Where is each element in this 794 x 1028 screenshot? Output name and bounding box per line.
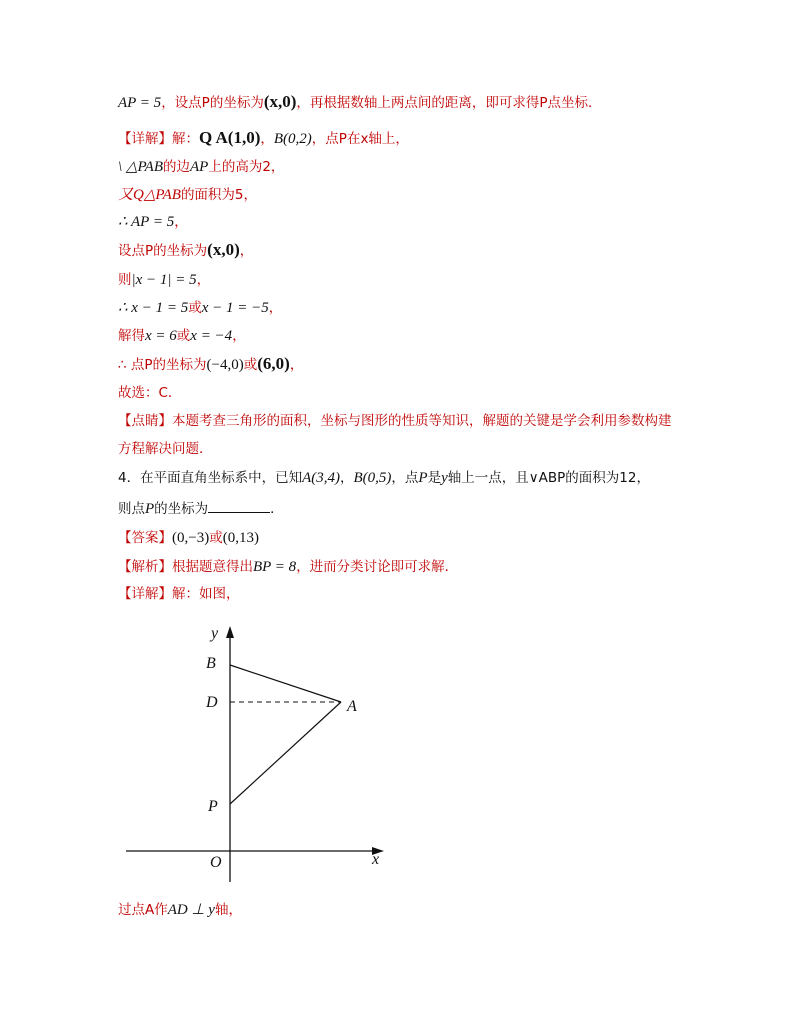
text: 轴， xyxy=(214,902,242,918)
section-tag: 【详解】 xyxy=(118,586,172,602)
math-expr: (x,0) xyxy=(263,92,297,111)
label-a: A xyxy=(347,698,357,715)
text: 或 xyxy=(176,328,191,344)
text: 上的高为2， xyxy=(208,159,285,175)
text-line xyxy=(118,557,458,577)
question-line xyxy=(118,468,650,488)
text-line xyxy=(118,584,240,604)
text: 的边 xyxy=(163,159,191,175)
text-line xyxy=(118,411,672,431)
math-expr: B(0,5) xyxy=(353,470,392,486)
label-d: D xyxy=(206,694,218,711)
math-expr: Q A(1,0) xyxy=(199,128,261,147)
text: 根据题意得出 xyxy=(172,559,253,575)
text: ， xyxy=(232,328,246,344)
text-line xyxy=(118,326,246,346)
text: 的坐标为 xyxy=(154,501,209,517)
math-expr: x = 6 xyxy=(145,328,177,344)
text: ， xyxy=(268,300,283,316)
text: ，点 xyxy=(391,470,419,486)
label-b: B xyxy=(206,655,216,672)
math-expr: P xyxy=(145,501,155,517)
text: 是 xyxy=(427,470,442,486)
text-line xyxy=(118,354,303,375)
text-line xyxy=(118,270,210,290)
question-line xyxy=(118,498,284,519)
math-expr: A(3,4) xyxy=(302,470,340,486)
segment-ap xyxy=(230,702,341,804)
text: ，设点P的坐标为 xyxy=(161,95,264,111)
label-x: x xyxy=(372,851,380,868)
text: ， xyxy=(340,470,354,486)
y-axis-arrow-icon xyxy=(226,626,234,638)
text: 或 xyxy=(209,530,223,546)
math-expr: \ △PAB xyxy=(118,159,164,175)
text: ， xyxy=(239,243,254,259)
text: 4．在平面直角坐标系中，已知 xyxy=(118,470,303,486)
math-expr: 又Q△PAB xyxy=(118,187,181,203)
text: 或 xyxy=(243,357,258,373)
label-o: O xyxy=(210,854,222,871)
text: 过点A作 xyxy=(118,902,168,918)
text-line xyxy=(118,157,284,177)
text: ，点P在x轴上， xyxy=(311,131,409,147)
answer-blank xyxy=(208,498,270,513)
text: 解： xyxy=(172,131,199,147)
math-expr: (0,13) xyxy=(222,530,259,546)
text: 故选：C． xyxy=(118,385,182,401)
math-expr: ∴ x − 1 = 5 xyxy=(118,300,189,316)
text-line xyxy=(118,185,257,205)
text-line xyxy=(118,439,213,459)
text-line xyxy=(118,240,253,261)
text: 方程解决问题． xyxy=(118,441,213,457)
segment-ba xyxy=(230,665,341,702)
text: ． xyxy=(270,501,284,517)
text: ， xyxy=(260,131,274,147)
text-line xyxy=(118,383,181,403)
math-expr: AP = 5 xyxy=(118,95,162,111)
math-expr: (−4,0) xyxy=(206,357,244,373)
label-p: P xyxy=(208,798,218,815)
math-expr: (6,0) xyxy=(257,354,290,373)
text-line xyxy=(118,298,282,318)
label-y: y xyxy=(211,625,219,642)
math-expr: P xyxy=(418,470,428,486)
text: ， xyxy=(196,272,211,288)
text-line xyxy=(118,900,242,920)
math-expr: x = −4 xyxy=(190,328,233,344)
text: ，再根据数轴上两点间的距离，即可求得P点坐标． xyxy=(296,95,602,111)
text-line xyxy=(118,528,259,548)
coordinate-figure xyxy=(118,618,408,890)
math-expr: |x − 1| = 5 xyxy=(131,272,197,288)
text: 本题考查三角形的面积，坐标与图形的性质等知识，解题的关键是学会利用参数构建 xyxy=(172,413,672,429)
math-expr: ∴ AP = 5 xyxy=(118,214,175,230)
math-expr: BP = 8 xyxy=(253,559,297,575)
math-expr: y xyxy=(441,470,448,486)
text: ∴ 点P的坐标为 xyxy=(118,357,207,373)
math-expr: x − 1 = −5 xyxy=(201,300,269,316)
math-expr: B(0,2) xyxy=(273,131,312,147)
text: ， xyxy=(174,214,188,230)
text: 解得 xyxy=(118,328,145,344)
section-tag: 【答案】 xyxy=(118,530,172,546)
section-tag: 【点睛】 xyxy=(118,413,172,429)
text: 设点P的坐标为 xyxy=(118,243,208,259)
text: ， xyxy=(289,357,304,373)
section-tag: 【解析】 xyxy=(118,559,172,575)
text: 则点 xyxy=(118,501,145,517)
text: ，进而分类讨论即可求解． xyxy=(296,559,459,575)
text: 的面积为5， xyxy=(180,187,258,203)
text-line xyxy=(118,212,188,232)
text-line xyxy=(118,128,409,149)
math-expr: AD ⊥ y xyxy=(167,902,215,918)
text: 轴上一点，且∨ABP的面积为12， xyxy=(447,470,650,486)
math-expr: AP xyxy=(190,159,209,175)
text-line xyxy=(118,92,602,113)
text: 或 xyxy=(188,300,202,316)
text: 则 xyxy=(118,272,132,288)
section-tag: 【详解】 xyxy=(118,131,172,147)
math-expr: (x,0) xyxy=(207,240,240,259)
math-expr: (0,−3) xyxy=(172,530,210,546)
text: 解：如图， xyxy=(172,586,240,602)
